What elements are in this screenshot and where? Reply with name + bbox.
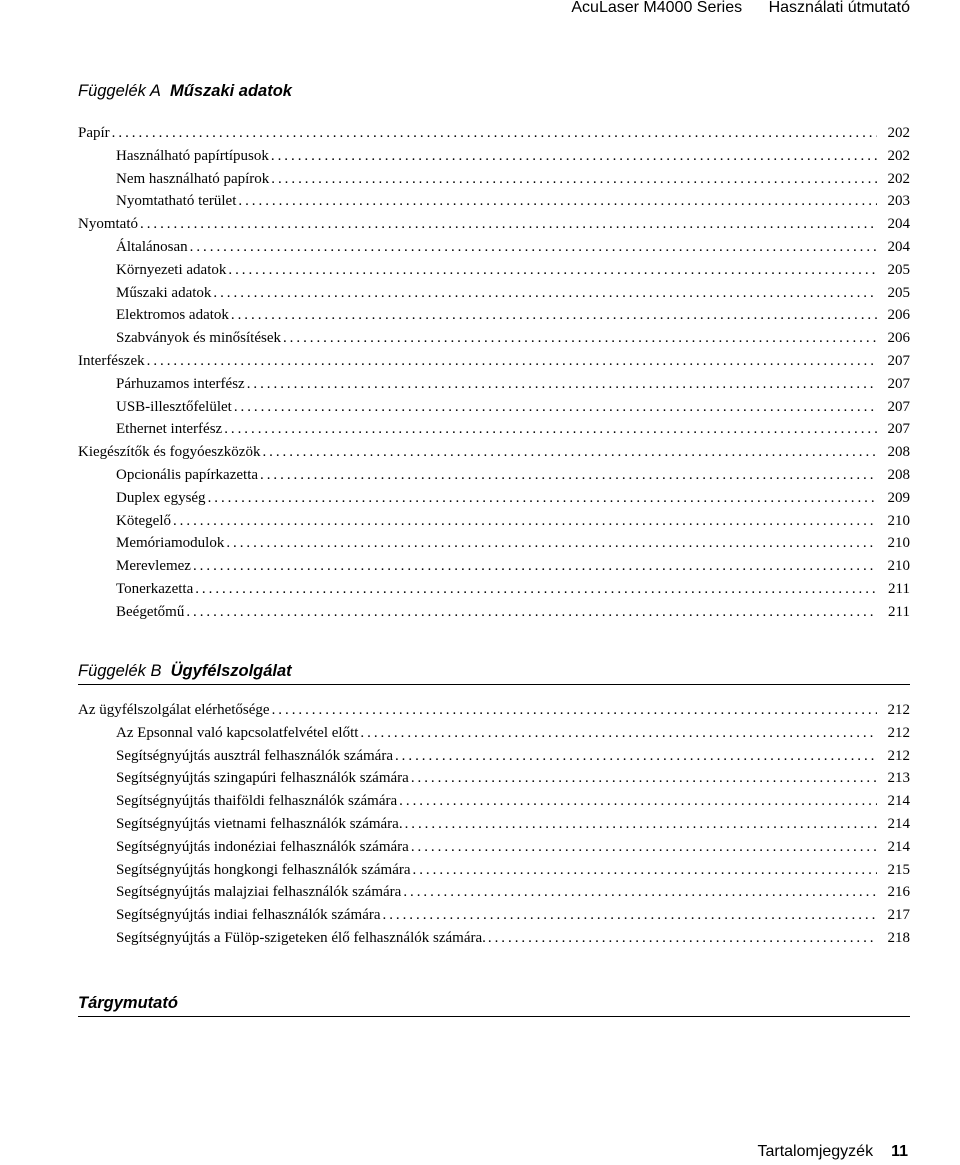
- toc-entry-page: 215: [887, 861, 910, 878]
- toc-entry[interactable]: [78, 464, 910, 487]
- toc-entry[interactable]: [78, 213, 910, 236]
- dot-leader: [399, 790, 877, 813]
- toc-entry-title: Nem használható papírok: [116, 170, 270, 187]
- toc-entry-page: 214: [887, 838, 910, 855]
- appendix-a-heading[interactable]: [78, 80, 910, 102]
- appendix-a-prefix: Függelék A: [78, 82, 161, 100]
- toc-entry-title: Ethernet interfész: [116, 421, 223, 438]
- toc-entry-page: 206: [887, 307, 910, 324]
- dot-leader: [208, 487, 877, 510]
- toc-entry-title: Beégetőmű: [116, 603, 185, 620]
- toc-entry-title: Párhuzamos interfész: [116, 375, 245, 392]
- toc-entry-title: Papír: [78, 125, 110, 141]
- toc-entry-page: 218: [887, 929, 910, 946]
- toc-entry-page: 207: [887, 375, 910, 392]
- toc-entry[interactable]: [78, 699, 910, 722]
- dot-leader: [403, 881, 877, 904]
- toc-entry[interactable]: [78, 722, 910, 745]
- appendix-b-section: [78, 660, 910, 950]
- toc-entry[interactable]: [78, 373, 910, 396]
- toc-entry-title: Szabványok és minősítések: [116, 330, 281, 347]
- toc-entry-page: 211: [888, 580, 910, 597]
- toc-entry-title: Az ügyfélszolgálat elérhetősége: [78, 702, 270, 718]
- toc-entry-page: 212: [887, 747, 910, 764]
- toc-entry-page: 205: [887, 284, 910, 301]
- toc-entry-title: Az Epsonnal való kapcsolatfelvétel előtt: [116, 724, 359, 741]
- toc-entry[interactable]: [78, 282, 910, 305]
- toc-entry-title: Segítségnyújtás indiai felhasználók számára: [116, 907, 381, 924]
- toc-entry-title: Segítségnyújtás vietnami felhasználók számára.: [116, 815, 403, 832]
- toc-entry-title: Kötegelő: [116, 512, 171, 529]
- appendix-b-title: Ügyfélszolgálat: [170, 662, 292, 680]
- toc-entry-title: Segítségnyújtás thaiföldi felhasználók számára: [116, 793, 398, 810]
- toc-entry[interactable]: [78, 145, 910, 168]
- toc-entry[interactable]: [78, 904, 910, 927]
- index-section: [78, 992, 910, 1017]
- appendix-a-section: [78, 80, 910, 624]
- toc-entry[interactable]: [78, 304, 910, 327]
- toc-entry[interactable]: [78, 578, 910, 601]
- dot-leader: [411, 767, 877, 790]
- toc-entry-title: Segítségnyújtás ausztrál felhasználók számára: [116, 747, 393, 764]
- dot-leader: [140, 213, 877, 236]
- toc-entry-page: 217: [887, 907, 910, 924]
- toc-entry[interactable]: [78, 881, 910, 904]
- dot-leader: [147, 350, 877, 373]
- toc-entry[interactable]: [78, 555, 910, 578]
- toc-entry-page: 211: [888, 603, 910, 620]
- toc-entry-page: 209: [887, 489, 910, 506]
- toc-entry[interactable]: [78, 836, 910, 859]
- dot-leader: [238, 190, 877, 213]
- toc-entry-page: 207: [887, 398, 910, 415]
- dot-leader: [247, 373, 877, 396]
- toc-entry[interactable]: [78, 790, 910, 813]
- page-footer: [757, 1142, 908, 1162]
- toc-entry-title: Nyomtató: [78, 216, 138, 233]
- toc-entry-page: 214: [887, 815, 910, 832]
- toc-entry[interactable]: [78, 350, 910, 373]
- toc-entry[interactable]: [78, 418, 910, 441]
- dot-leader: [224, 418, 877, 441]
- toc-entry-page: 212: [887, 724, 910, 741]
- toc-entry-page: 213: [887, 770, 910, 787]
- toc-entry-title: Duplex egység: [116, 489, 206, 506]
- dot-leader: [228, 259, 877, 282]
- toc-entry[interactable]: [78, 236, 910, 259]
- index-title: Tárgymutató: [78, 994, 178, 1012]
- toc-entry-page: 202: [887, 147, 910, 164]
- toc-entry[interactable]: [78, 487, 910, 510]
- toc-entry-page: 203: [887, 193, 910, 210]
- toc-entry-page: 202: [887, 125, 910, 141]
- toc-entry-page: 210: [887, 558, 910, 575]
- toc-entry-title: Interfészek: [78, 352, 145, 369]
- toc-entry-page: 214: [887, 793, 910, 810]
- dot-leader: [173, 510, 877, 533]
- dot-leader: [186, 601, 877, 624]
- dot-leader: [271, 168, 877, 191]
- toc-entry-page: 204: [887, 216, 910, 233]
- dot-leader: [193, 555, 877, 578]
- toc-entry[interactable]: [78, 327, 910, 350]
- index-heading[interactable]: [78, 992, 910, 1017]
- appendix-b-heading[interactable]: [78, 660, 910, 685]
- toc-entry-page: 205: [887, 261, 910, 278]
- dot-leader: [405, 813, 877, 836]
- toc-entry-title: Általánosan: [116, 238, 188, 255]
- toc-entry[interactable]: [78, 927, 910, 950]
- toc-entry[interactable]: [78, 259, 910, 282]
- dot-leader: [112, 122, 877, 145]
- dot-leader: [190, 236, 877, 259]
- toc-entry-title: Segítségnyújtás szingapúri felhasználók számára: [116, 770, 409, 787]
- product-name: AcuLaser M4000 Series: [571, 0, 743, 16]
- toc-entry-page: 202: [887, 170, 910, 187]
- toc-entry[interactable]: [78, 813, 910, 836]
- toc-entry-page: 210: [887, 535, 910, 552]
- toc-entry-page: 210: [887, 512, 910, 529]
- dot-leader: [395, 745, 877, 768]
- page-header: [549, 0, 910, 20]
- dot-leader: [488, 927, 877, 950]
- toc-entry[interactable]: [78, 190, 910, 213]
- toc-entry[interactable]: [78, 532, 910, 555]
- footer-section: Tartalomjegyzék: [757, 1143, 874, 1160]
- toc-entry-title: Opcionális papírkazetta: [116, 466, 259, 483]
- dot-leader: [413, 859, 877, 882]
- toc-entry-title: Segítségnyújtás hongkongi felhasználók számára: [116, 861, 411, 878]
- toc-entry[interactable]: [78, 168, 910, 191]
- toc-entry-page: 207: [887, 352, 910, 369]
- toc-entry[interactable]: [78, 510, 910, 533]
- toc-entry-title: Memóriamodulok: [116, 535, 225, 552]
- toc-entry-title: Műszaki adatok: [116, 284, 212, 301]
- toc-entry-title: USB-illesztőfelület: [116, 398, 232, 415]
- dot-leader: [213, 282, 877, 305]
- toc-entry-page: 208: [887, 466, 910, 483]
- toc-entry-page: 207: [887, 421, 910, 438]
- appendix-b-prefix: Függelék B: [78, 662, 162, 680]
- toc-entry[interactable]: [78, 122, 910, 145]
- toc-entry-page: 208: [887, 444, 910, 461]
- dot-leader: [231, 304, 877, 327]
- toc-entry-page: 204: [887, 238, 910, 255]
- page-number: 11: [891, 1143, 908, 1160]
- appendix-b-toc: [78, 699, 910, 950]
- toc-entry[interactable]: [78, 767, 910, 790]
- toc-entry[interactable]: [78, 745, 910, 768]
- toc-entry-title: Tonerkazetta: [116, 580, 194, 597]
- toc-entry-title: Nyomtatható terület: [116, 193, 237, 210]
- toc-entry-page: 216: [887, 884, 910, 901]
- dot-leader: [271, 145, 877, 168]
- appendix-a-title: Műszaki adatok: [170, 82, 292, 100]
- toc-entry[interactable]: [78, 396, 910, 419]
- toc-entry-title: Segítségnyújtás malajziai felhasználók számára: [116, 884, 402, 901]
- dot-leader: [195, 578, 877, 601]
- toc-entry-page: 206: [887, 330, 910, 347]
- dot-leader: [262, 441, 877, 464]
- toc-entry[interactable]: [78, 601, 910, 624]
- dot-leader: [260, 464, 877, 487]
- toc-entry-title: Merevlemez: [116, 558, 191, 575]
- toc-entry-title: Segítségnyújtás a Fülöp-szigeteken élő felhasználók számára.: [116, 929, 486, 946]
- toc-entry-page: 212: [887, 702, 910, 718]
- document-name: Használati útmutató: [768, 0, 910, 16]
- appendix-a-toc: [78, 122, 910, 624]
- toc-entry[interactable]: [78, 441, 910, 464]
- toc-entry-title: Elektromos adatok: [116, 307, 229, 324]
- dot-leader: [226, 532, 877, 555]
- dot-leader: [411, 836, 877, 859]
- toc-entry-title: Környezeti adatok: [116, 261, 227, 278]
- toc-entry-title: Kiegészítők és fogyóeszközök: [78, 444, 261, 461]
- dot-leader: [360, 722, 877, 745]
- dot-leader: [234, 396, 877, 419]
- toc-entry-title: Használható papírtípusok: [116, 147, 269, 164]
- dot-leader: [272, 699, 877, 722]
- toc-entry-title: Segítségnyújtás indonéziai felhasználók számára: [116, 838, 409, 855]
- dot-leader: [283, 327, 877, 350]
- toc-entry[interactable]: [78, 859, 910, 882]
- dot-leader: [383, 904, 878, 927]
